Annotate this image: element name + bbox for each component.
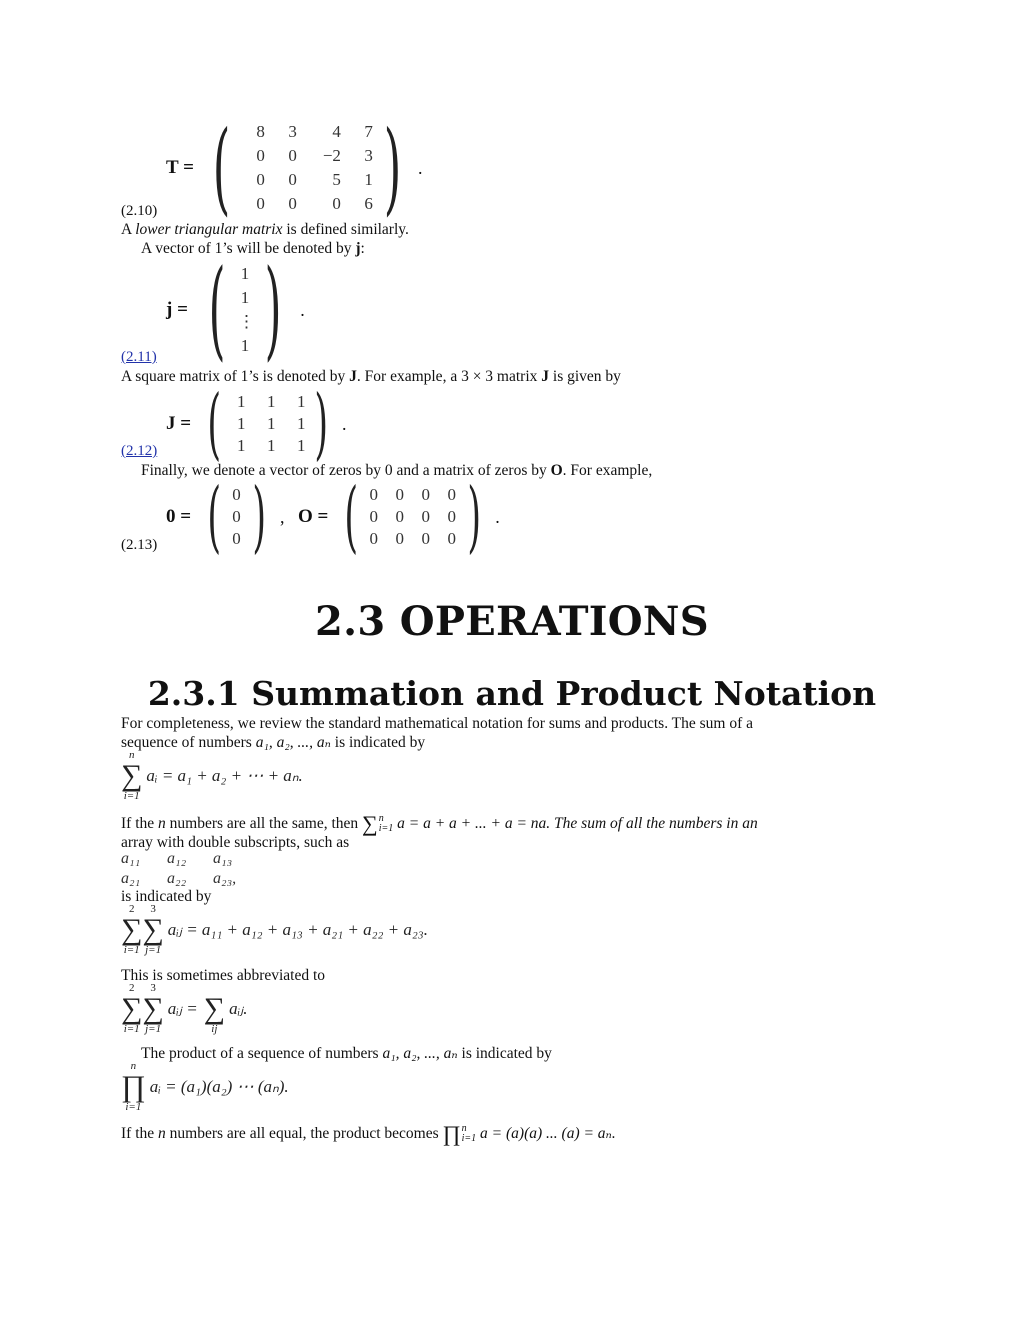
- right-paren: ): [383, 109, 402, 226]
- sigma-symbol: ∑: [142, 913, 164, 946]
- upper-limit: n: [461, 1123, 467, 1135]
- bold-symbol: J: [349, 368, 357, 385]
- right-paren: ): [313, 379, 328, 469]
- right-paren: ): [264, 247, 282, 372]
- text: If the: [121, 815, 159, 832]
- sigma-operator-i: [121, 904, 142, 956]
- cell: 0: [256, 146, 265, 165]
- cell: 1: [267, 414, 276, 433]
- cell: 5: [332, 170, 341, 189]
- variable-n: n: [158, 815, 166, 832]
- bold-symbol: J: [541, 368, 550, 385]
- cell: 0: [447, 485, 457, 504]
- cell: 0: [256, 194, 265, 213]
- cell: 0: [395, 485, 405, 504]
- sigma-operator-ij: [204, 983, 225, 1035]
- sigma-symbol: ∑: [121, 913, 143, 946]
- text: A vector of 1’s will be denoted by: [141, 240, 356, 257]
- cell: 0: [447, 529, 457, 548]
- left-paren: (: [208, 247, 226, 372]
- cell: 0: [288, 170, 297, 189]
- equation-number-2-13: (2.13): [121, 537, 158, 553]
- right-paren: ): [251, 472, 266, 562]
- text: . For example, a 3 × 3 matrix: [356, 368, 542, 385]
- sequence-symbol: a₁, a₂, ..., aₙ: [255, 734, 331, 751]
- summation-expression: aᵢ = a₁ + a₂ + ⋯ + aₙ.: [146, 766, 303, 785]
- text: is indicated by: [330, 734, 426, 751]
- cell: 1: [240, 336, 250, 355]
- cell: 3: [288, 122, 297, 141]
- array-entry: a₂₁: [121, 870, 141, 887]
- sigma-operator: [121, 750, 142, 802]
- sigma-symbol: ∑: [121, 992, 143, 1025]
- lower-limit: j=1: [145, 944, 162, 956]
- cell: 1: [297, 392, 306, 411]
- vector-j-terminator: .: [300, 299, 305, 320]
- text: If the: [121, 1125, 159, 1142]
- matrix-J: [166, 379, 347, 469]
- array-entry: a₁₁: [121, 850, 141, 867]
- zero-vector-label: 0 =: [166, 506, 192, 527]
- text-indicated-by: is indicated by: [121, 888, 212, 905]
- matrix-J-cells: [230, 392, 306, 456]
- cell: 0: [447, 507, 457, 526]
- lower-limit: j=1: [145, 1023, 162, 1035]
- cell: 1: [297, 436, 306, 455]
- array-entry: a₁₂: [167, 850, 187, 867]
- zero-vector: [166, 472, 285, 562]
- pi-operator: [121, 1061, 146, 1113]
- lower-limit: ij: [211, 1023, 218, 1035]
- cell: 1: [237, 414, 246, 433]
- cell: 0: [232, 507, 241, 526]
- text: is indicated by: [457, 1045, 552, 1062]
- cell: 0: [232, 485, 241, 504]
- paragraph-same-numbers: [121, 811, 758, 837]
- cell: −2: [322, 146, 341, 165]
- cell: 0: [421, 529, 431, 548]
- cell: 0: [369, 485, 379, 504]
- pi-symbol: ∏: [442, 1121, 461, 1147]
- text: is defined similarly.: [282, 221, 409, 238]
- sigma-symbol: ∑: [362, 811, 378, 837]
- double-subscript-array: [121, 850, 259, 888]
- text: is given by: [549, 368, 621, 385]
- vector-j: [166, 247, 305, 372]
- zero-matrix-label: O =: [298, 506, 329, 527]
- text: numbers are all equal, the product becomes: [165, 1125, 443, 1142]
- upper-limit: 3: [150, 982, 156, 994]
- cell: 1: [240, 288, 250, 307]
- lower-limit: i=1: [461, 1133, 477, 1145]
- upper-limit: n: [128, 749, 135, 761]
- vector-j-cells: [238, 264, 256, 356]
- text: Finally, we denote a vector of zeros by 0 and a matrix of zeros by: [141, 462, 551, 479]
- cell: 6: [364, 194, 373, 213]
- summation-expression: aᵢⱼ = a₁₁ + a₁₂ + a₁₃ + a₂₁ + a₂₂ + a₂₃.: [167, 920, 428, 939]
- product-expression: aᵢ = (a₁)(a₂) ⋯ (aₙ).: [149, 1077, 289, 1096]
- cell: 0: [395, 507, 405, 526]
- variable-n: n: [158, 1125, 166, 1142]
- cell: 0: [369, 507, 379, 526]
- array-entry: a₂₂: [167, 870, 187, 887]
- cell: 0: [232, 529, 241, 548]
- inline-pi: [442, 1121, 477, 1147]
- upper-limit: 3: [150, 903, 156, 915]
- summation-expression: aᵢⱼ =: [167, 999, 198, 1018]
- left-paren: (: [207, 472, 222, 562]
- product-formula: [121, 1061, 289, 1113]
- array-entry: a₁₃: [213, 850, 233, 867]
- sigma-operator-i: [121, 983, 142, 1035]
- text: The product of a sequence of numbers: [141, 1045, 383, 1062]
- lower-limit: i=1: [125, 1101, 142, 1113]
- matrix-T: [166, 109, 423, 226]
- cell: ⋮: [238, 312, 256, 331]
- summation-formula-1: [121, 750, 303, 802]
- right-paren: ): [467, 472, 481, 562]
- cell: 1: [297, 414, 306, 433]
- cell: 0: [288, 146, 297, 165]
- cell: 1: [240, 264, 250, 283]
- cell: 7: [364, 122, 373, 141]
- subsection-title: 2.3.1 Summation and Product Notation: [147, 674, 877, 713]
- sigma-operator-j: [142, 904, 163, 956]
- upper-limit: 2: [128, 903, 135, 915]
- text: numbers are all the same, then: [165, 815, 363, 832]
- text-abbreviated: This is sometimes abbreviated to: [121, 967, 326, 984]
- cell: 0: [256, 170, 265, 189]
- zero-matrix-terminator: .: [495, 506, 500, 527]
- zero-matrix-cells: [367, 485, 459, 549]
- text: A square matrix of 1’s is denoted by: [121, 368, 350, 385]
- section-title: 2.3 OPERATIONS: [315, 598, 709, 645]
- matrix-T-terminator: .: [417, 157, 423, 178]
- separator-comma: ,: [279, 506, 285, 527]
- paragraph-double-subscripts: array with double subscripts, such as: [121, 834, 350, 851]
- cell: 1: [267, 436, 276, 455]
- sequence-symbol: a₁, a₂, ..., aₙ: [382, 1045, 458, 1062]
- lower-limit: i=1: [378, 823, 394, 835]
- cell: 1: [237, 436, 246, 455]
- cell: 8: [256, 122, 265, 141]
- double-summation-formula: [121, 904, 428, 956]
- left-paren: (: [344, 472, 359, 562]
- paragraph-product-equal: [121, 1121, 616, 1147]
- matrix-J-terminator: .: [341, 413, 347, 434]
- sigma-operator-j: [142, 983, 163, 1035]
- cell: 1: [364, 170, 373, 189]
- bold-symbol: j: [355, 240, 361, 257]
- text: a = a + a + ... + a = na. The sum of all the numbers in an: [393, 815, 758, 832]
- text: . For example,: [562, 462, 653, 479]
- summation-expression: aᵢⱼ.: [229, 999, 248, 1018]
- cell: 0: [369, 529, 379, 548]
- cell: 3: [364, 146, 373, 165]
- lower-limit: i=1: [123, 944, 140, 956]
- cell: 0: [421, 507, 431, 526]
- matrix-T-label: T =: [166, 157, 194, 178]
- cell: 0: [332, 194, 341, 213]
- abbreviated-summation-formula: [121, 983, 247, 1035]
- text: a = (a)(a) ... (a) = aₙ.: [476, 1125, 616, 1142]
- equation-link-2-11[interactable]: (2.11): [121, 349, 157, 365]
- matrix-T-cells: [241, 122, 373, 214]
- inline-sigma: [362, 811, 394, 837]
- equation-number-2-10: (2.10): [121, 203, 158, 219]
- cell: 0: [395, 529, 405, 548]
- emphasis-term: lower triangular matrix: [135, 221, 283, 238]
- vector-j-label: j =: [166, 299, 188, 320]
- left-paren: (: [207, 379, 222, 469]
- cell: 1: [237, 392, 246, 411]
- upper-limit: n: [130, 1060, 137, 1072]
- matrix-J-label: J =: [166, 413, 192, 434]
- zero-vector-cells: [230, 485, 244, 549]
- pi-symbol: ∏: [121, 1070, 146, 1103]
- zero-matrix: [298, 472, 500, 562]
- text: :: [360, 240, 365, 257]
- upper-limit: n: [378, 813, 384, 825]
- paragraph-matrix-J: [121, 367, 621, 386]
- array-entry: a₂₃,: [213, 870, 237, 887]
- cell: 4: [332, 122, 341, 141]
- cell: 1: [267, 392, 276, 411]
- cell: 0: [288, 194, 297, 213]
- left-paren: (: [212, 109, 231, 226]
- lower-limit: i=1: [123, 1023, 140, 1035]
- paragraph-lower-triangular: [121, 220, 409, 239]
- text: sequence of numbers: [121, 734, 256, 751]
- paragraph-intro-line1: For completeness, we review the standard mathematical notation for sums and products. The sum of a: [121, 715, 754, 732]
- lower-limit: i=1: [123, 790, 140, 802]
- sigma-symbol: ∑: [121, 759, 143, 792]
- bold-symbol: O: [550, 462, 563, 479]
- sigma-symbol: ∑: [142, 992, 164, 1025]
- cell: 0: [421, 485, 431, 504]
- upper-limit: 2: [128, 982, 135, 994]
- sigma-symbol: ∑: [203, 992, 226, 1025]
- equation-link-2-12[interactable]: (2.12): [121, 443, 158, 459]
- text: A: [121, 221, 136, 238]
